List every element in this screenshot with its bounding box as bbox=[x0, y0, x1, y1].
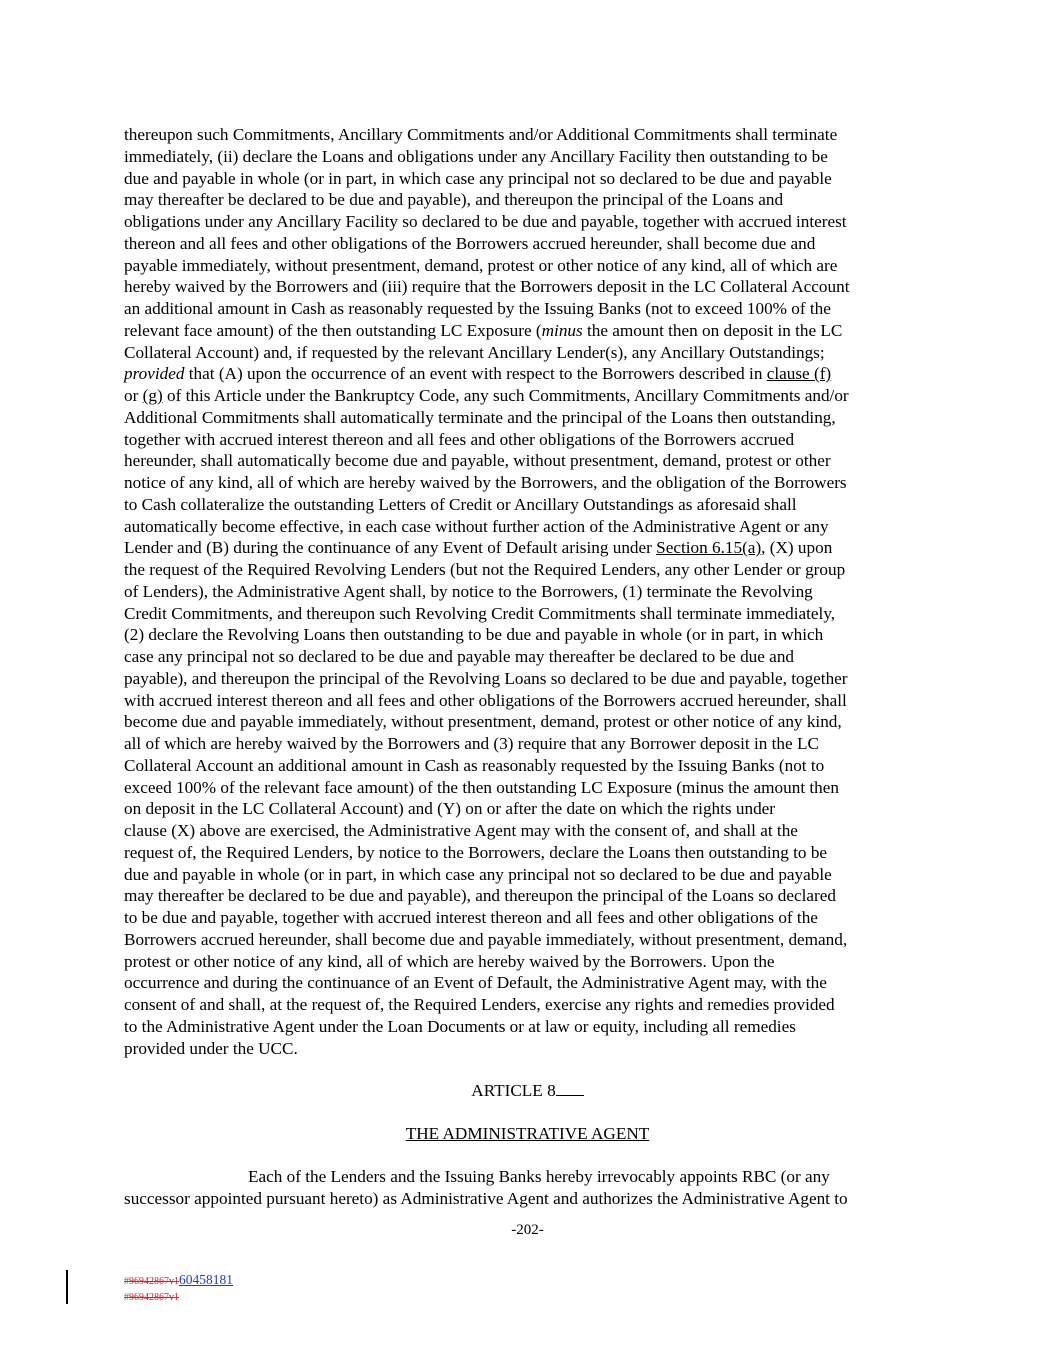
text-line: immediately, (ii) declare the Loans and obligations under any Ancillary Facility then outstanding to be bbox=[124, 146, 828, 166]
text-line: payable), and thereupon the principal of the Revolving Loans so declared to be due and payable, together bbox=[124, 668, 848, 688]
italic-term-provided: provided bbox=[124, 364, 185, 384]
text-line bbox=[124, 537, 936, 559]
page-number: -202- bbox=[511, 1222, 544, 1238]
text-line: (2) declare the Revolving Loans then outstanding to be due and payable in whole (or in part, in which bbox=[124, 625, 824, 645]
text-line: become due and payable immediately, without presentment, demand, protest or other notice of any kind, bbox=[124, 712, 842, 732]
text-segment: , (X) upon bbox=[761, 538, 833, 558]
doc-id-deleted: #96942867v1 bbox=[124, 1276, 179, 1287]
doc-id-row bbox=[124, 1273, 233, 1289]
article-blank-underline bbox=[556, 1080, 584, 1096]
text-line: an additional amount in Cash as reasonably requested by the Issuing Banks (not to exceed 100% of the bbox=[124, 299, 831, 318]
text-line: provided under the UCC. bbox=[124, 1038, 298, 1058]
text-line bbox=[124, 363, 936, 385]
text-line: thereon and all fees and other obligations of the Borrowers accrued hereunder, shall become due and bbox=[124, 233, 816, 253]
text-line: thereupon such Commitments, Ancillary Commitments and/or Additional Commitments shall terminate bbox=[124, 125, 838, 144]
text-line: clause (X) above are exercised, the Administrative Agent may with the consent of, and shall at the bbox=[124, 821, 798, 840]
text-line: Collateral Account an additional amount in Cash as reasonably requested by the Issuing Banks (not to bbox=[124, 755, 825, 775]
text-line bbox=[124, 385, 936, 407]
text-line: payable immediately, without presentment, demand, protest or other notice of any kind, all of which are bbox=[124, 255, 838, 275]
text-line: Additional Commitments shall automatically terminate and the principal of the Loans then outstanding, bbox=[124, 407, 836, 427]
next-paragraph bbox=[124, 1166, 936, 1210]
text-line: case any principal not so declared to be due and payable may thereafter be declared to be due and bbox=[124, 647, 795, 666]
text-line: with accrued interest thereon and all fees and other obligations of the Borrowers accrued hereunder, shall bbox=[124, 690, 847, 710]
cross-reference-section: Section 6.15(a) bbox=[656, 538, 762, 558]
text-line: due and payable in whole (or in part, in which case any principal not so declared to be due and payable bbox=[124, 864, 832, 884]
text-line: consent of and shall, at the request of, the Required Lenders, exercise any rights and remedies provided bbox=[124, 995, 835, 1014]
article-number: ARTICLE 8 bbox=[471, 1081, 556, 1100]
doc-id-deleted: #96942867v1 bbox=[124, 1292, 179, 1303]
text-line: hereby waived by the Borrowers and (iii) require that the Borrowers deposit in the LC Collateral Account bbox=[124, 277, 850, 297]
text-segment: relevant face amount) of the then outstanding LC Exposure ( bbox=[124, 320, 542, 340]
text-segment: Lender and (B) during the continuance of any Event of Default arising under bbox=[124, 538, 657, 558]
text-line: protest or other notice of any kind, all of which are hereby waived by the Borrowers. Upon the bbox=[124, 951, 775, 971]
text-line: occurrence and during the continuance of an Event of Default, the Administrative Agent may, with the bbox=[124, 973, 827, 993]
text-line: to be due and payable, together with accrued interest thereon and all fees and other obligations of the bbox=[124, 908, 818, 927]
article-title: THE ADMINISTRATIVE AGENT bbox=[405, 1124, 650, 1143]
text-line: the request of the Required Revolving Lenders (but not the Required Lenders, any other Lender or group bbox=[124, 560, 846, 579]
text-segment: that (A) upon the occurrence of an event with respect to the Borrowers described in bbox=[184, 364, 767, 384]
text-line: of Lenders), the Administrative Agent shall, by notice to the Borrowers, (1) terminate the Revolving bbox=[124, 581, 813, 601]
text-line: exceed 100% of the relevant face amount) of the then outstanding LC Exposure (minus the amount then bbox=[124, 777, 839, 797]
text-line: notice of any kind, all of which are hereby waived by the Borrowers, and the obligation of the Borrowers bbox=[124, 473, 847, 492]
text-line: request of, the Required Lenders, by notice to the Borrowers, declare the Loans then outstanding to be bbox=[124, 842, 828, 862]
italic-term-minus: minus bbox=[541, 320, 583, 340]
text-line: successor appointed pursuant hereto) as Administrative Agent and authorizes the Administrative Agent to bbox=[124, 1188, 848, 1208]
text-line: to Cash collateralize the outstanding Letters of Credit or Ancillary Outstandings as aforesaid shall bbox=[124, 494, 797, 514]
doc-id-row bbox=[124, 1289, 233, 1305]
text-line: obligations under any Ancillary Facility so declared to be due and payable, together with accrued interest bbox=[124, 212, 847, 231]
text-line: hereunder, shall automatically become due and payable, without presentment, demand, protest or other bbox=[124, 451, 831, 471]
revision-change-bar bbox=[66, 1270, 68, 1304]
cross-reference-clause-f: clause (f) bbox=[766, 364, 832, 384]
text-line: may thereafter be declared to be due and payable), and thereupon the principal of the Loans and bbox=[124, 190, 784, 210]
text-line: may thereafter be declared to be due and payable), and thereupon the principal of the Loans so declared bbox=[124, 886, 837, 906]
text-line bbox=[124, 320, 936, 342]
text-line: to the Administrative Agent under the Loan Documents or at law or equity, including all remedies bbox=[124, 1016, 796, 1036]
document-id-footer bbox=[124, 1273, 233, 1305]
doc-id-inserted: 60458181 bbox=[179, 1272, 233, 1287]
text-line: Collateral Account) and, if requested by the relevant Ancillary Lender(s), any Ancillary Outstandings; bbox=[124, 342, 825, 362]
text-segment: of this Article under the Bankruptcy Code, any such Commitments, Ancillary Commitments and/or bbox=[162, 386, 849, 405]
text-line: Each of the Lenders and the Issuing Banks hereby irrevocably appoints RBC (or any bbox=[248, 1167, 830, 1186]
body-paragraph bbox=[124, 124, 936, 1059]
text-segment: the amount then on deposit in the LC bbox=[582, 320, 843, 340]
text-line: together with accrued interest thereon and all fees and other obligations of the Borrowers accrued bbox=[124, 429, 795, 449]
text-line: Borrowers accrued hereunder, shall become due and payable immediately, without presentment, demand, bbox=[124, 929, 848, 949]
cross-reference-clause-g: (g) bbox=[142, 386, 163, 405]
text-line: Credit Commitments, and thereupon such Revolving Credit Commitments shall terminate immediately, bbox=[124, 603, 836, 623]
text-line: due and payable in whole (or in part, in which case any principal not so declared to be due and payable bbox=[124, 168, 832, 188]
text-line: automatically become effective, in each case without further action of the Administrative Agent or any bbox=[124, 516, 829, 536]
text-line: all of which are hereby waived by the Borrowers and (3) require that any Borrower deposit in the LC bbox=[124, 734, 819, 753]
article-heading bbox=[0, 1080, 1055, 1102]
text-line: on deposit in the LC Collateral Account) and (Y) on or after the date on which the rights under bbox=[124, 799, 776, 819]
text-segment: or bbox=[124, 386, 143, 405]
